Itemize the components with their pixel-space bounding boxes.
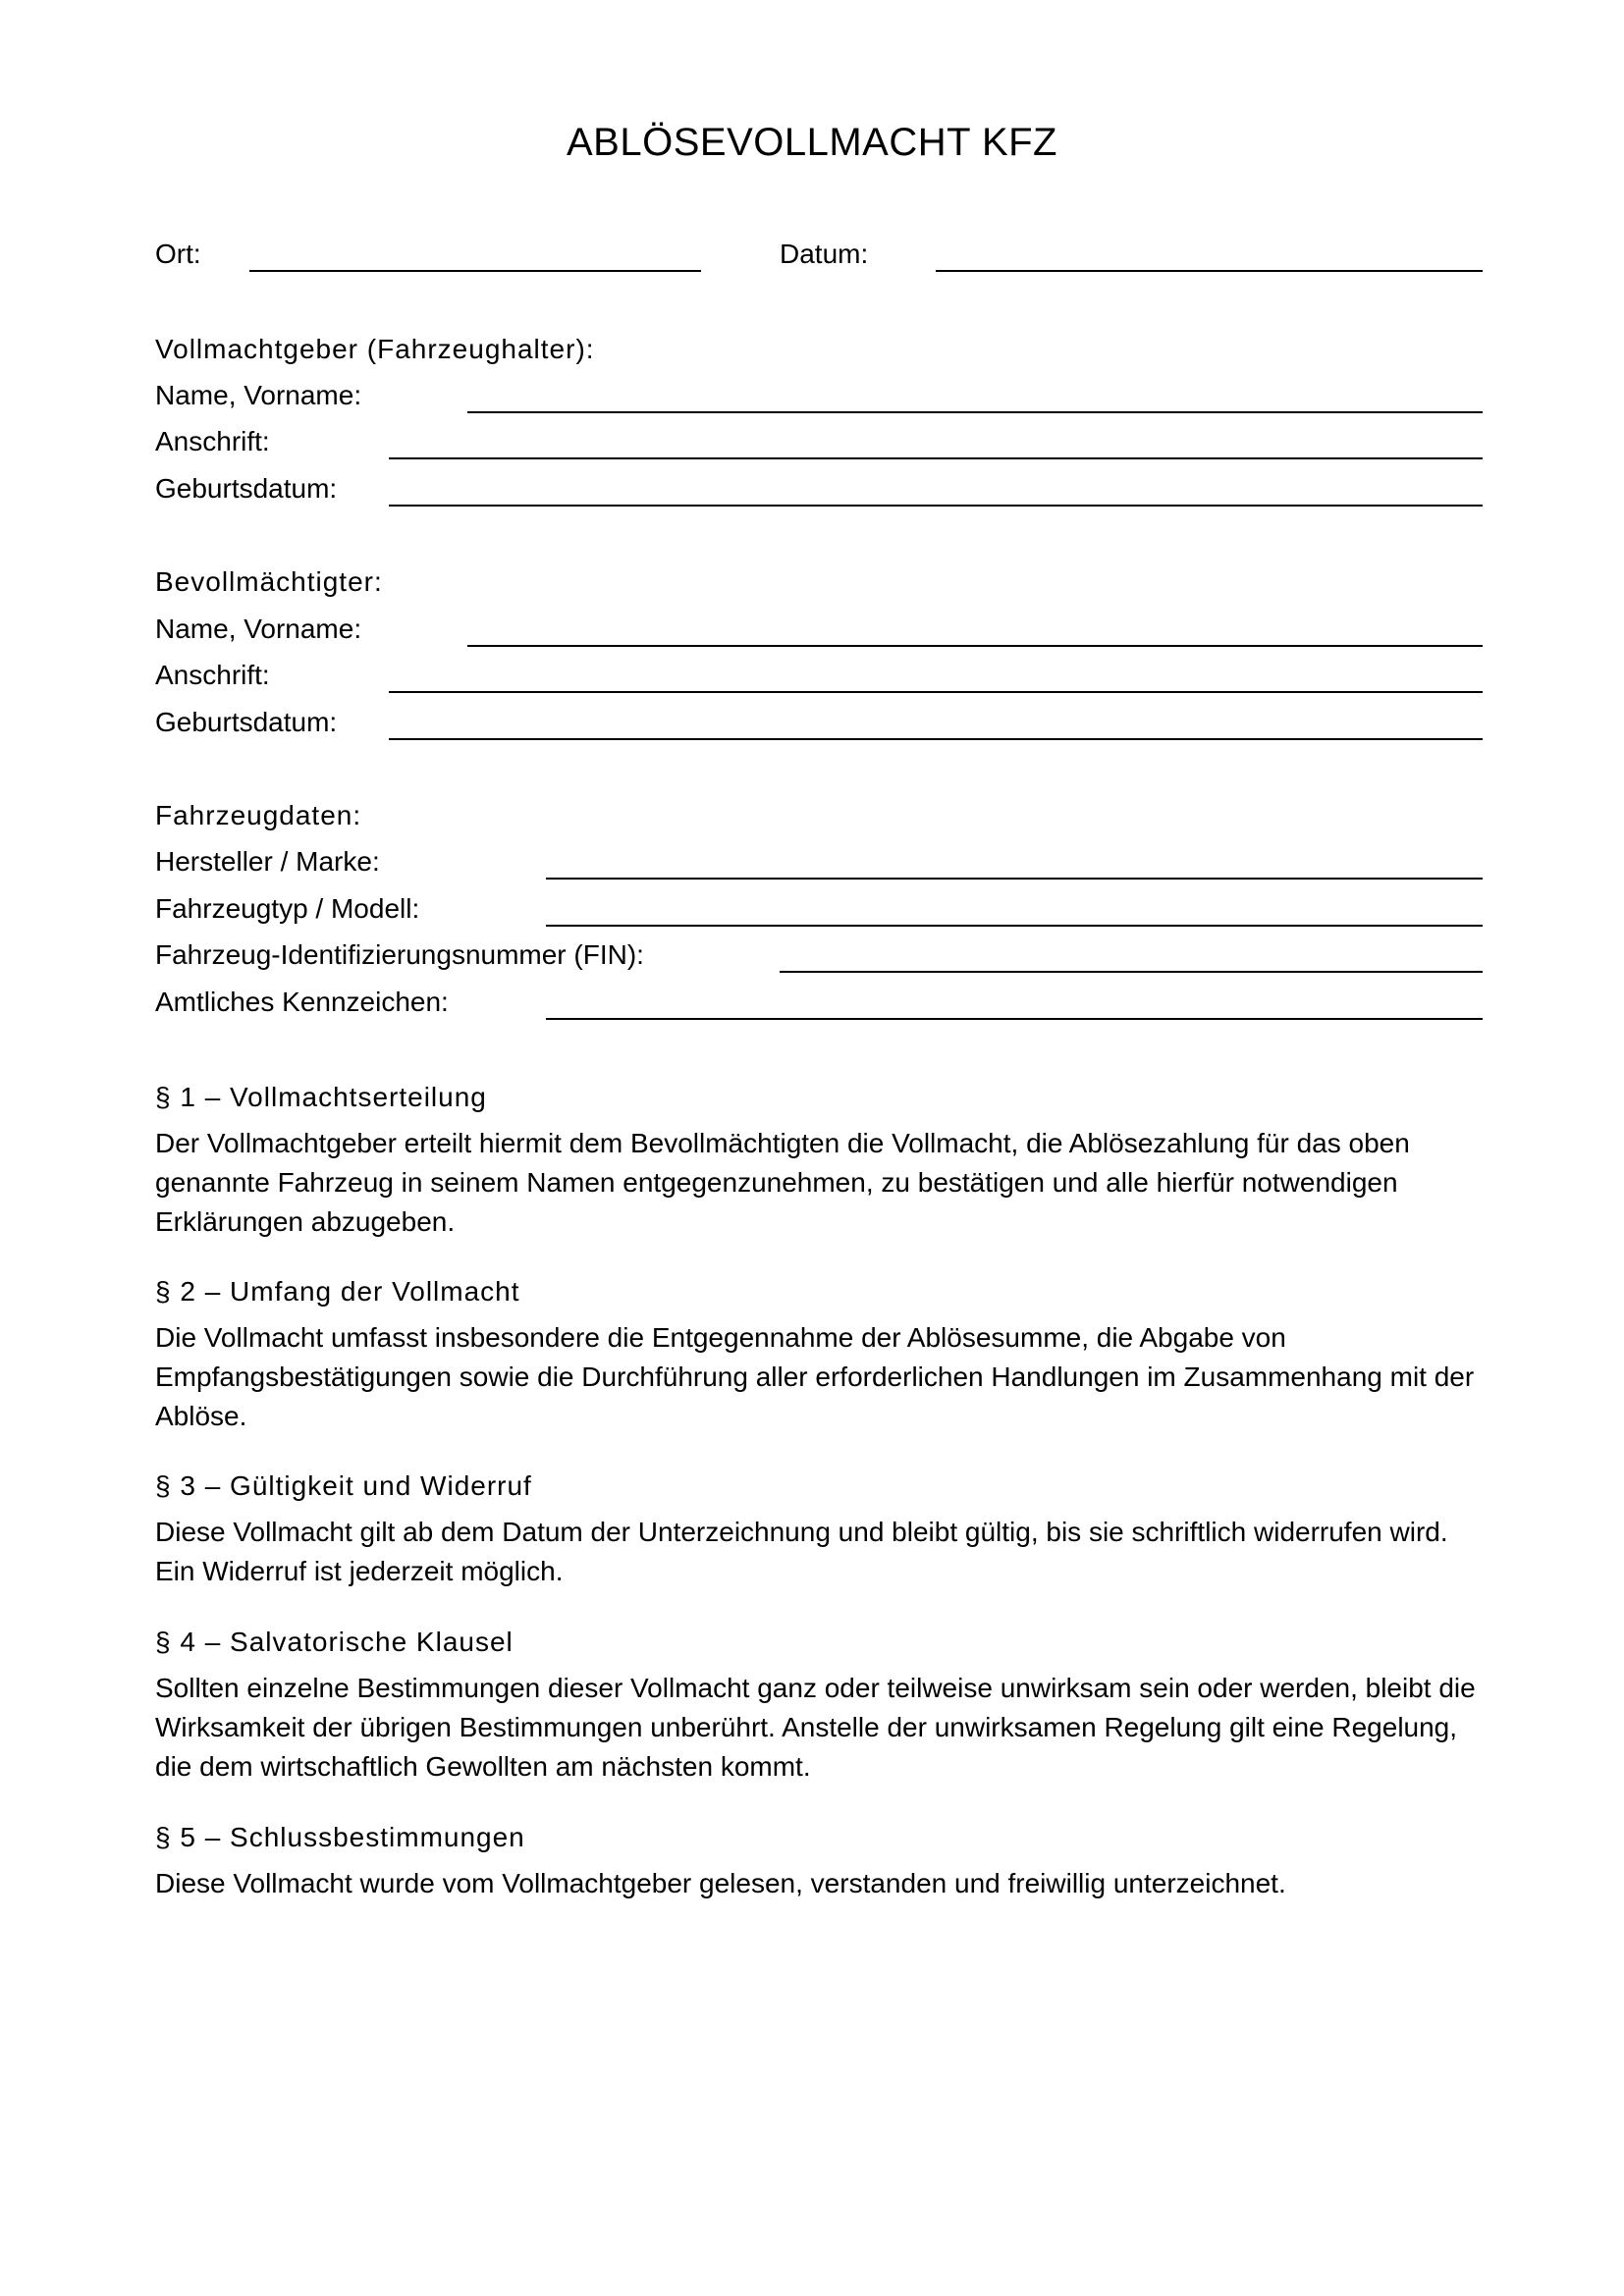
section-heading: § 1 – Vollmachtserteilung: [155, 1082, 487, 1112]
agent-address-field[interactable]: [389, 691, 1483, 693]
grantor-address-field[interactable]: [389, 457, 1483, 459]
agent-birthdate-field[interactable]: [389, 738, 1483, 740]
vehicle-model-label: Fahrzeugtyp / Modell:: [155, 893, 420, 924]
grantor-name-field[interactable]: [467, 411, 1483, 413]
section-text: Die Vollmacht umfasst insbesondere die Entgegennahme der Ablösesumme, die Abgabe von Empfangsbestätigungen sowie die Durchführung aller erforderlichen Handlungen im Zusammenhang mit der Ablöse.: [155, 1322, 1475, 1431]
agent-name-field[interactable]: [467, 645, 1483, 647]
grantor-birthdate-label: Geburtsdatum:: [155, 473, 338, 504]
section-text: Diese Vollmacht gilt ab dem Datum der Unterzeichnung und bleibt gültig, bis sie schriftlich widerrufen wird. Ein Widerruf ist jederzeit möglich.: [155, 1517, 1448, 1586]
grantor-address-label: Anschrift:: [155, 426, 270, 456]
date-field[interactable]: [936, 270, 1483, 272]
section-heading: § 4 – Salvatorische Klausel: [155, 1627, 514, 1657]
place-field[interactable]: [249, 270, 701, 272]
vehicle-heading: Fahrzeugdaten:: [155, 800, 362, 830]
section-heading: § 2 – Umfang der Vollmacht: [155, 1276, 520, 1307]
grantor-name-label: Name, Vorname:: [155, 380, 362, 410]
vehicle-plate-label: Amtliches Kennzeichen:: [155, 987, 449, 1017]
grantor-birthdate-field[interactable]: [389, 505, 1483, 507]
agent-heading: Bevollmächtigter:: [155, 566, 383, 597]
vehicle-model-field[interactable]: [546, 925, 1483, 927]
agent-name-label: Name, Vorname:: [155, 614, 362, 644]
agent-birthdate-label: Geburtsdatum:: [155, 707, 338, 737]
vehicle-make-field[interactable]: [546, 878, 1483, 880]
document-title: ABLÖSEVOLLMACHT KFZ: [566, 121, 1057, 164]
section-text: Diese Vollmacht wurde vom Vollmachtgeber gelesen, verstanden und freiwillig unterzeichnet.: [155, 1868, 1286, 1898]
vehicle-plate-field[interactable]: [546, 1018, 1483, 1020]
section-text: Der Vollmachtgeber erteilt hiermit dem Bevollmächtigten die Vollmacht, die Ablösezahlung für das oben genannte Fahrzeug in seinem Namen entgegenzunehmen, zu bestätigen und alle hierfür notwendigen Erklärungen abzugeben.: [155, 1128, 1410, 1237]
vehicle-make-label: Hersteller / Marke:: [155, 846, 380, 877]
vehicle-vin-field[interactable]: [780, 971, 1483, 973]
vehicle-vin-label: Fahrzeug-Identifizierungsnummer (FIN):: [155, 939, 644, 970]
date-label: Datum:: [780, 239, 869, 269]
agent-address-label: Anschrift:: [155, 660, 270, 690]
grantor-heading: Vollmachtgeber (Fahrzeughalter):: [155, 334, 595, 364]
section-text: Sollten einzelne Bestimmungen dieser Vollmacht ganz oder teilweise unwirksam sein oder werden, bleibt die Wirksamkeit der übrigen Bestimmungen unberührt. Anstelle der unwirksamen Regelung gilt eine Regelung, die dem wirtschaftlich Gewollten am nächsten kommt.: [155, 1673, 1476, 1782]
section-heading: § 3 – Gültigkeit und Widerruf: [155, 1470, 532, 1501]
place-label: Ort:: [155, 239, 201, 269]
section-heading: § 5 – Schlussbestimmungen: [155, 1822, 525, 1852]
